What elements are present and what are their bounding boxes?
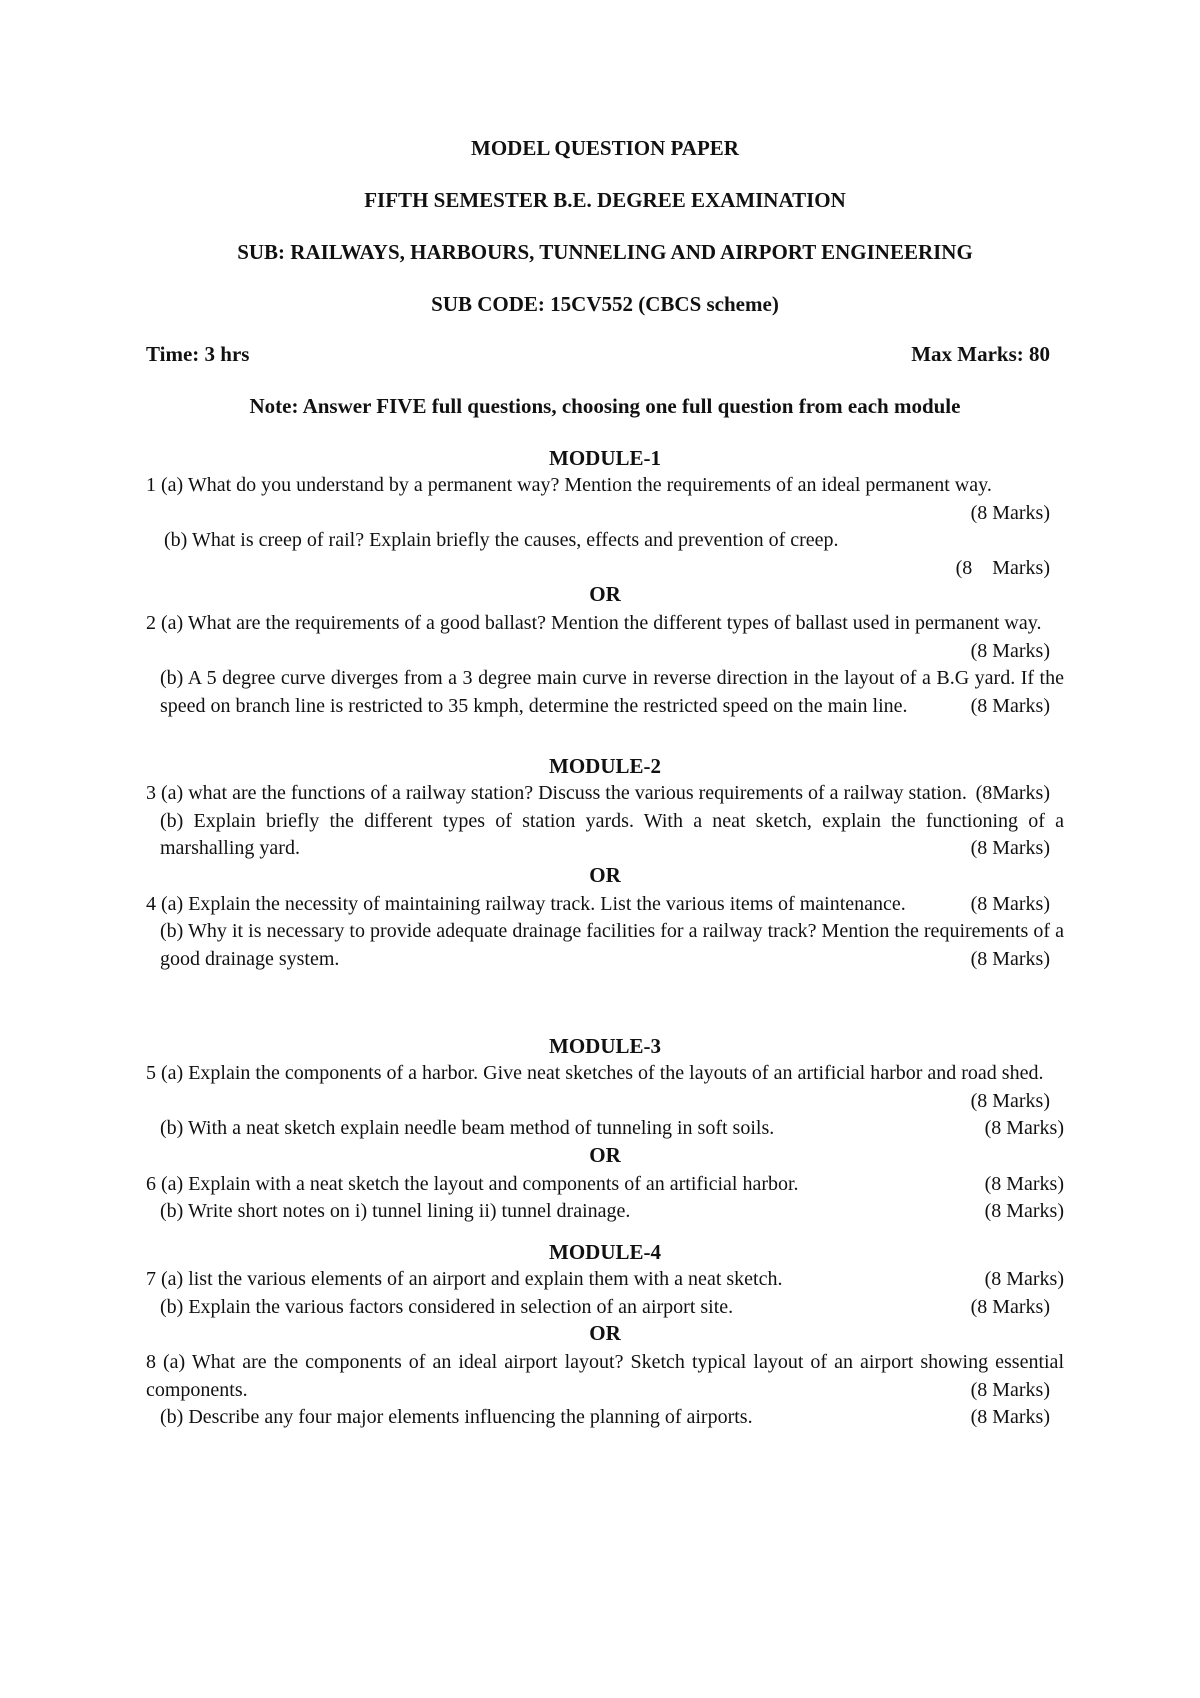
- question-4b: (b) Why it is necessary to provide adequate drainage facilities for a railway track? Mention the requirements of a good drainage system. (8 Marks): [146, 918, 1064, 973]
- marks-label: (8 Marks): [970, 947, 1050, 970]
- module-title: MODULE-4: [549, 1240, 661, 1264]
- exam-title: FIFTH SEMESTER B.E. DEGREE EXAMINATION: [364, 188, 846, 212]
- question-5a: 5 (a) Explain the components of a harbor. Give neat sketches of the layouts of an artificial harbor and road shed. (8 Marks): [146, 1060, 1064, 1115]
- module-title: MODULE-1: [549, 446, 661, 470]
- question-3a: 3 (a) what are the functions of a railway station? Discuss the various requirements of a railway station. (8Marks): [146, 780, 1064, 808]
- module-title: MODULE-2: [549, 754, 661, 778]
- question-2a: 2 (a) What are the requirements of a good ballast? Mention the different types of ballast used in permanent way. (8 Marks): [146, 610, 1064, 665]
- question-paper: [146, 0, 1064, 1698]
- module-2: [146, 754, 1064, 973]
- module-1: [146, 446, 1064, 720]
- module-4: [146, 1240, 1064, 1432]
- marks-label: (8 Marks): [970, 501, 1050, 524]
- question-8a: 8 (a) What are the components of an ideal airport layout? Sketch typical layout of an airport showing essential components. (8 Marks): [146, 1349, 1064, 1404]
- question-1a: 1 (a) What do you understand by a permanent way? Mention the requirements of an ideal permanent way. (8 Marks): [146, 472, 1064, 527]
- or-divider: OR: [589, 1142, 621, 1167]
- or-divider: OR: [589, 862, 621, 887]
- marks-label: (8 Marks): [970, 1295, 1050, 1318]
- or-divider: OR: [589, 1321, 621, 1345]
- marks-label: (8 Marks): [970, 694, 1050, 717]
- marks-label: (8 Marks): [984, 1268, 1064, 1290]
- question-7a: 7 (a) list the various elements of an airport and explain them with a neat sketch. (8 Marks): [146, 1266, 1064, 1294]
- module-3: [146, 1034, 1064, 1226]
- marks-label: (8Marks): [975, 782, 1050, 804]
- instructions-note: Note: Answer FIVE full questions, choosing one full question from each module: [249, 394, 961, 418]
- question-1b: (b) What is creep of rail? Explain briefly the causes, effects and prevention of creep.: [164, 529, 839, 551]
- marks-label: (8 Marks): [970, 837, 1050, 859]
- time-marks-row: [146, 342, 1064, 366]
- time-label: Time: 3 hrs: [146, 342, 250, 366]
- marks-label: (8 Marks): [984, 1200, 1064, 1222]
- marks-label: (8 Marks): [970, 892, 1050, 915]
- subject-code: SUB CODE: 15CV552 (CBCS scheme): [431, 292, 779, 316]
- or-divider: OR: [589, 582, 621, 606]
- marks-label: (8 Marks): [984, 1117, 1064, 1139]
- marks-label: (8 Marks): [970, 1378, 1050, 1401]
- question-7b: (b) Explain the various factors considered in selection of an airport site. (8 Marks): [146, 1294, 1064, 1322]
- question-5b: (b) With a neat sketch explain needle beam method of tunneling in soft soils. (8 Marks): [146, 1115, 1064, 1143]
- subject-title: SUB: RAILWAYS, HARBOURS, TUNNELING AND AIRPORT ENGINEERING: [237, 240, 973, 264]
- marks-label: (8 Marks): [970, 1089, 1050, 1112]
- question-8b: (b) Describe any four major elements influencing the planning of airports. (8 Marks): [146, 1404, 1064, 1432]
- question-6a: 6 (a) Explain with a neat sketch the layout and components of an artificial harbor. (8 Marks): [146, 1171, 1064, 1199]
- marks-label: (8 Marks): [970, 1406, 1050, 1428]
- marks-label: (8 Marks): [984, 1172, 1064, 1195]
- question-3b: (b) Explain briefly the different types of station yards. With a neat sketch, explain the functioning of a marshalling yard. (8 Marks): [146, 808, 1064, 863]
- paper-title: MODEL QUESTION PAPER: [471, 136, 739, 160]
- marks-label: (8 Marks): [970, 639, 1050, 662]
- question-6b: (b) Write short notes on i) tunnel lining ii) tunnel drainage. (8 Marks): [146, 1198, 1064, 1226]
- marks-label: (8 Marks): [955, 556, 1050, 579]
- question-2b: (b) A 5 degree curve diverges from a 3 degree main curve in reverse direction in the layout of a B.G yard. If the speed on branch line is restricted to 35 kmph, determine the restricted speed on the main line. (8 Marks): [146, 665, 1064, 720]
- question-4a: 4 (a) Explain the necessity of maintaining railway track. List the various items of maintenance. (8 Marks): [146, 891, 1064, 919]
- max-marks-label: Max Marks: 80: [911, 342, 1050, 366]
- module-title: MODULE-3: [549, 1034, 661, 1058]
